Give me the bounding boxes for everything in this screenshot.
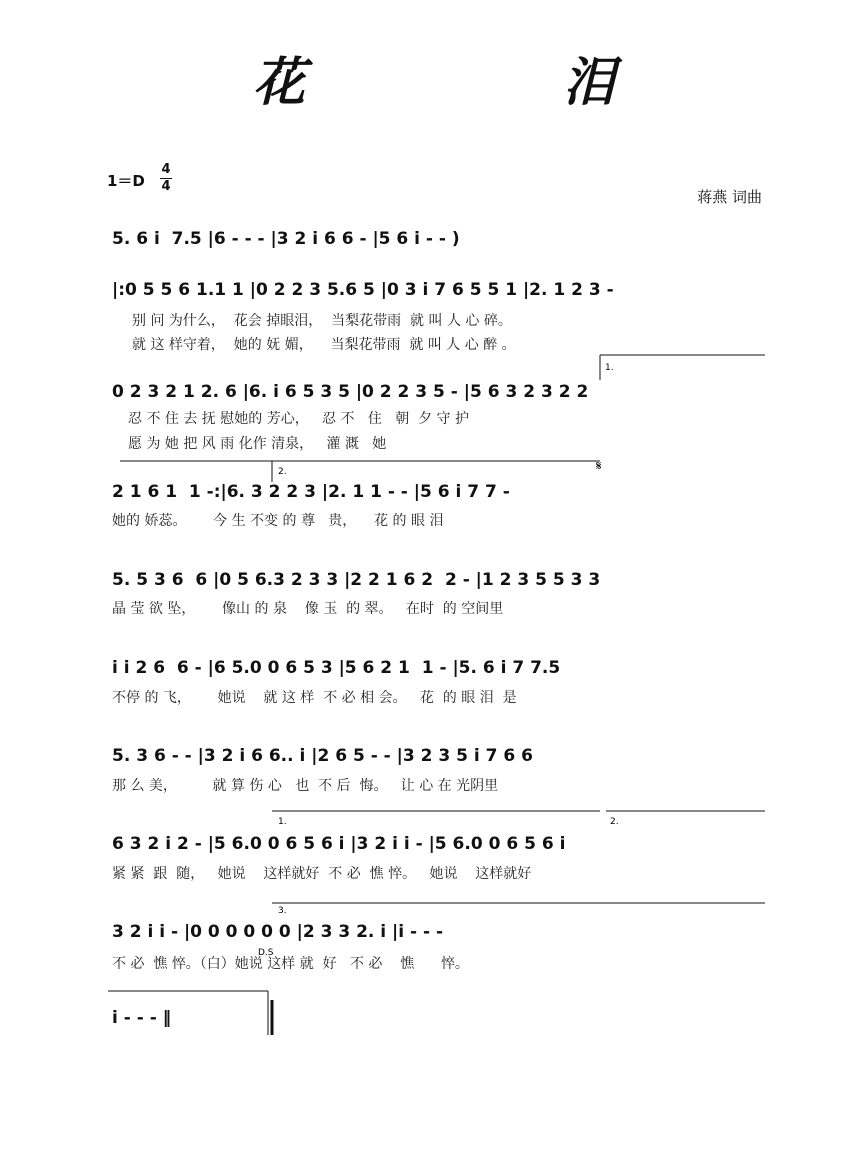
notation-row-7: 5. 3 6 - - |3 2 i 6 6.. i |2 6 5 - - |3 2 3 5 i 7 6 6 [112,746,533,766]
volta-1-label: 1. [605,363,614,373]
volta-2b-label: 2. [610,817,619,827]
composer-credit: 蒋燕 词曲 [697,188,762,206]
lyric-row-9: 不 必 憔 悴。（白）她说 这样 就 好 不 必 憔 悴。 [112,956,469,972]
time-bottom: 4 [161,179,171,194]
lyric-row-4: 她的 娇蕊。 今 生 不变 的 尊 贵， 花 的 眼 泪 [112,513,444,529]
lyric-row-6: 不停 的 飞， 她说 就 这 样 不 必 相 会。 花 的 眼 泪 是 [112,690,517,706]
ds-marker: D.S [258,948,274,958]
volta-1b-label: 1. [278,817,287,827]
notation-row-2: |:0 5 5 6 1.1 1 |0 2 2 3 5.6 5 |0 3 i 7 6 5 5 1 |2. 1 2 3 - [112,280,614,300]
lyric-row-2b: 就 这 样守着， 她的 妩 媚， 当梨花带雨 就 叫 人 心 醉 。 [132,337,516,353]
lyric-row-8: 紧 紧 跟 随， 她说 这样就好 不 必 憔 悴。 她说 这样就好 [112,866,532,882]
notation-row-5: 5. 5 3 6 6 |0 5 6.3 2 3 3 |2 2 1 6 2 2 - |1 2 3 5 5 3 3 [112,570,601,590]
key-signature: 1＝D [107,172,145,190]
notation-row-8: 6 3 2 i 2 - |5 6.0 0 6 5 6 i |3 2 i i - |5 6.0 0 6 5 6 i [112,834,566,854]
notation-row-4: 2 1 6 1 1 -:|6. 3 2 2 3 |2. 1 1 - - |5 6 i 7 7 - [112,482,510,502]
notation-row-3: 0 2 3 2 1 2. 6 |6. i 6 5 3 5 |0 2 2 3 5 - |5 6 3 2 3 2 2 [112,382,589,402]
volta-3-label: 3. [278,906,287,916]
segno-sign: 𝄋 [596,459,602,474]
lyric-row-3b: 愿 为 她 把 风 雨 化作 清泉， 灌 溉 她 [128,436,387,452]
lyric-row-2a: 别 问 为什么， 花会 掉眼泪， 当梨花带雨 就 叫 人 心 碎。 [132,313,512,329]
notation-row-10: i - - - ‖ [112,1008,172,1028]
song-title: 花 泪 [252,52,736,113]
volta-2-label: 2. [278,467,287,477]
lyric-row-7: 那 么 美， 就 算 伤 心 也 不 后 悔。 让 心 在 光阴里 [112,778,499,794]
notation-row-9: 3 2 i i - |0 0 0 0 0 0 |2 3 3 2. i |i - - - [112,922,444,942]
lyric-row-5: 晶 莹 欲 坠， 像山 的 泉 像 玉 的 翠。 在时 的 空间里 [112,601,504,617]
notation-row-6: i i 2 6 6 - |6 5.0 0 6 5 3 |5 6 2 1 1 - |5. 6 i 7 7.5 [112,658,561,678]
time-top: 4 [161,162,171,177]
notation-row-1: 5. 6 i 7.5 |6 - - - |3 2 i 6 6 - |5 6 i - - ) [112,229,460,249]
lyric-row-3a: 忍 不 住 去 抚 慰她的 芳心， 忍 不 住 朝 夕 守 护 [128,411,470,427]
